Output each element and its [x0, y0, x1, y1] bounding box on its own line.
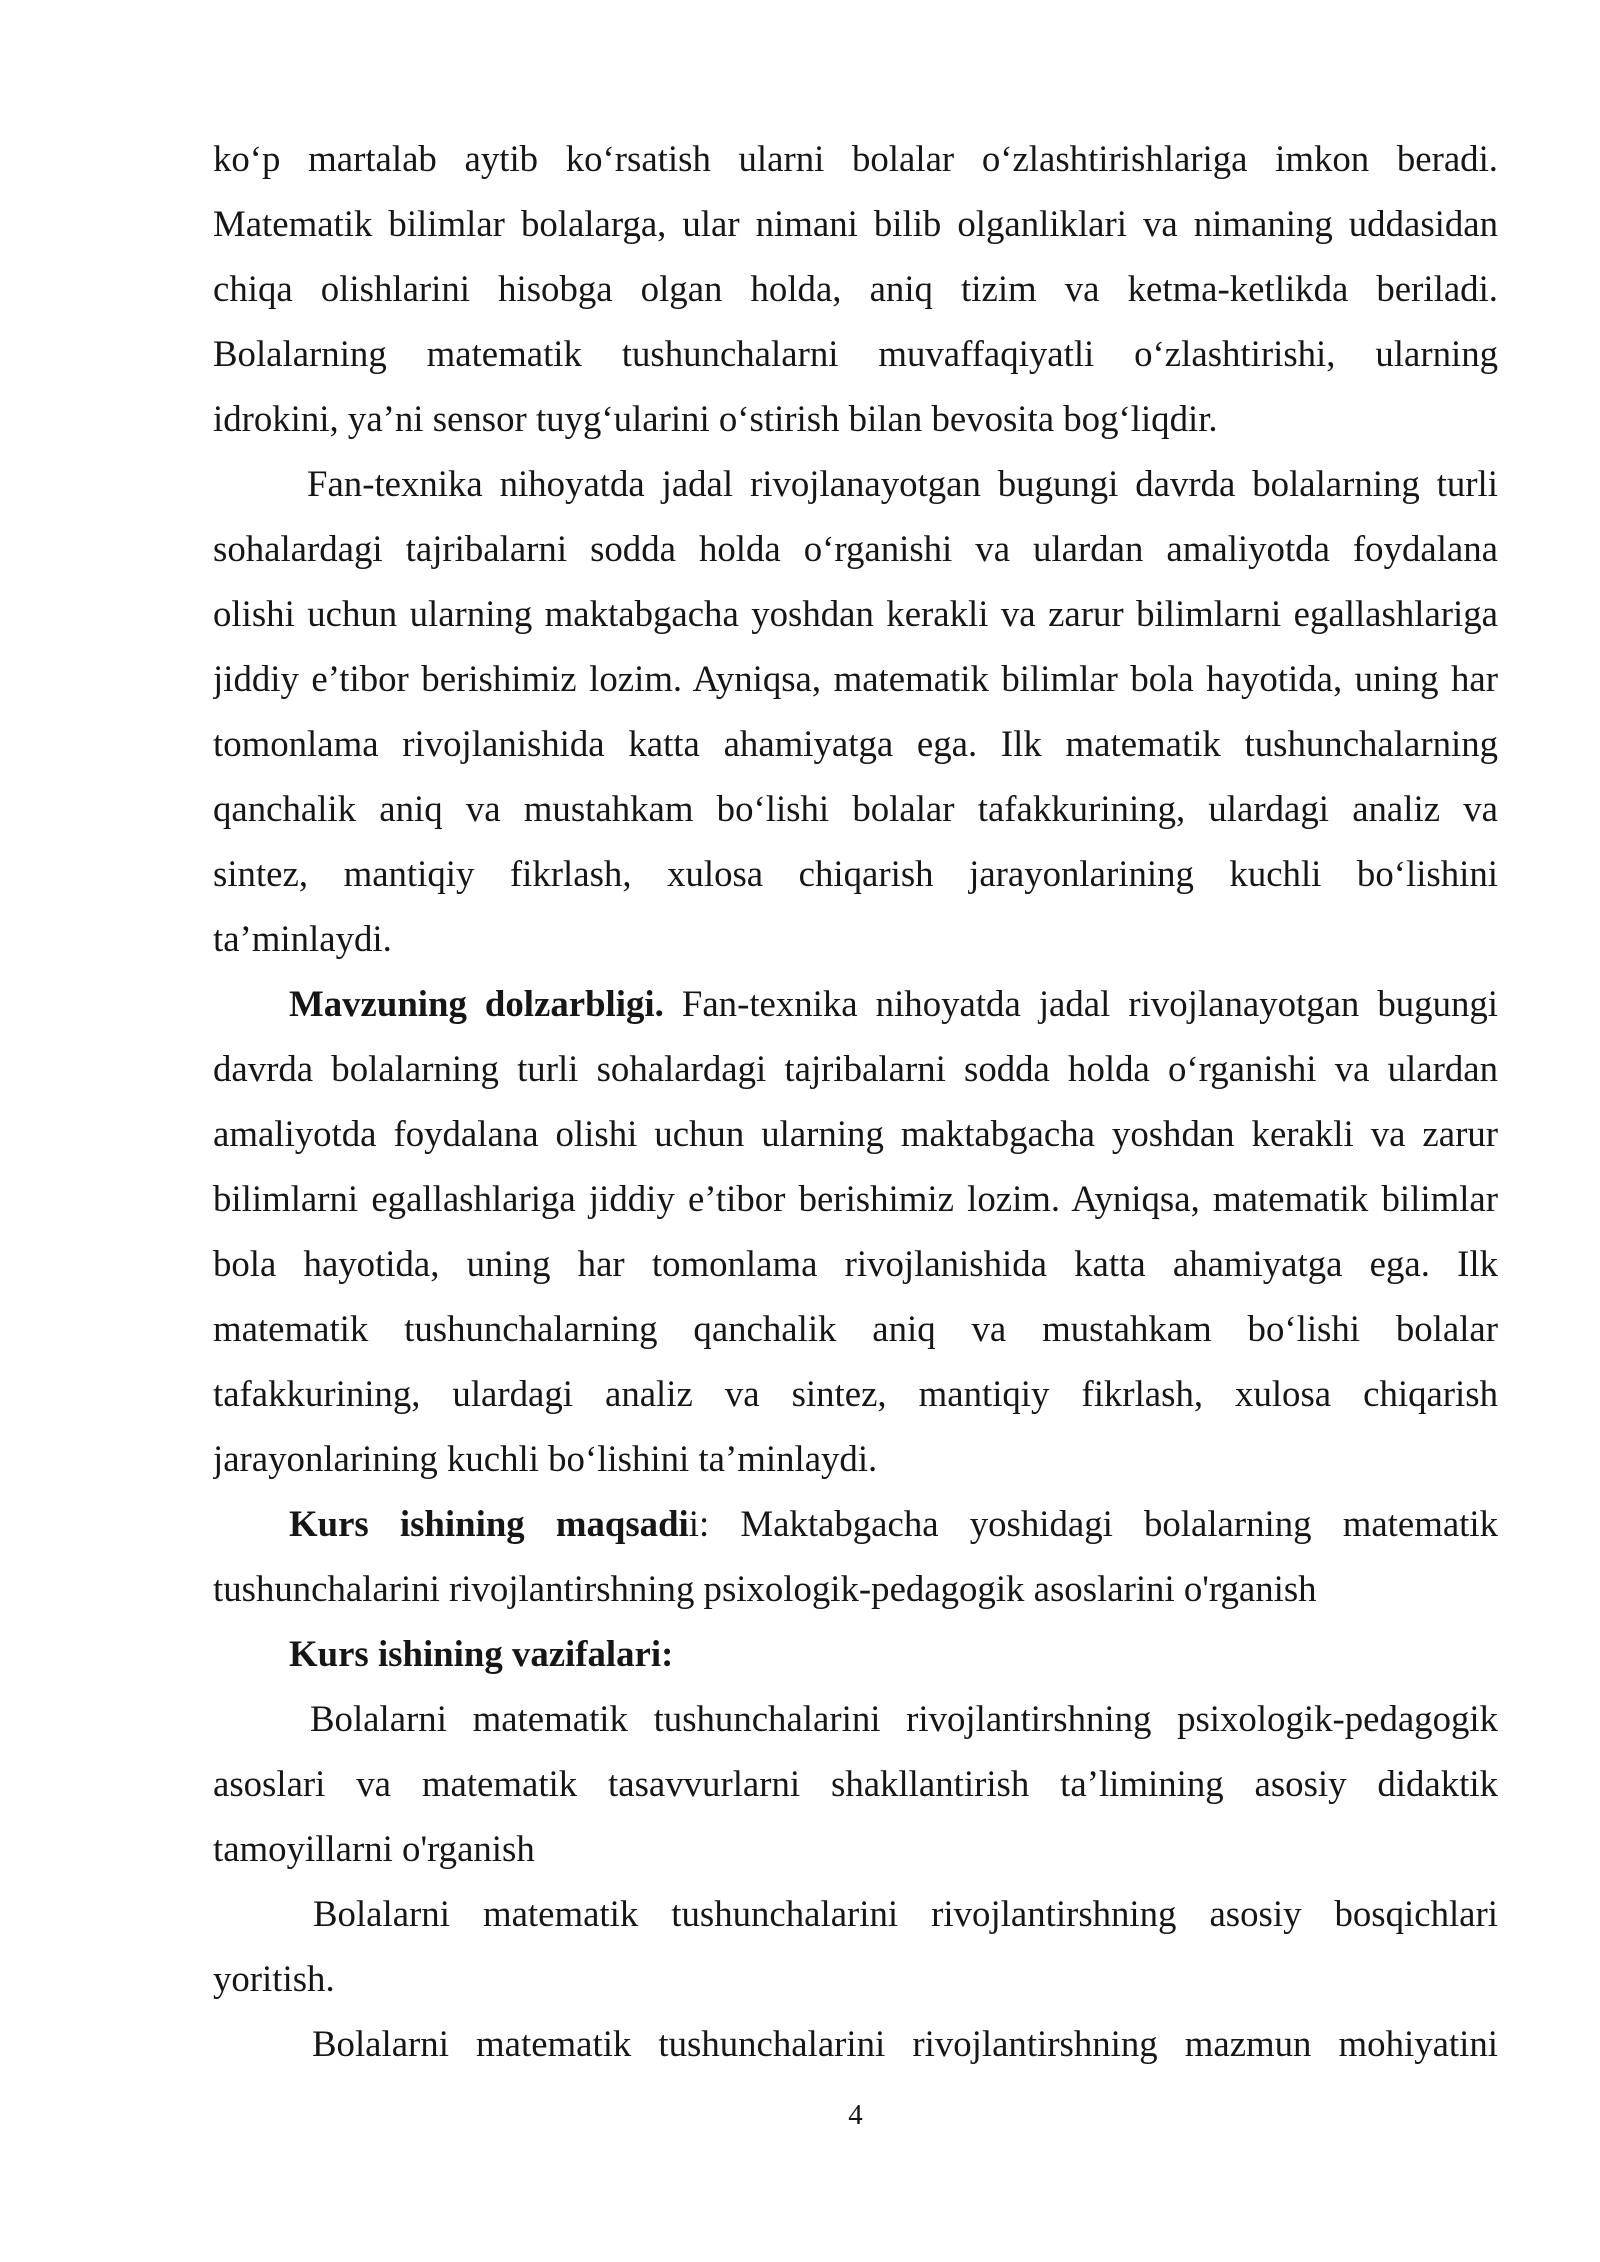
paragraph-line: tushunchalarini rivojlantirshning psixologik-pedagogik asoslarini o'rganish: [213, 1568, 1317, 1609]
section-heading: Kurs ishining vazifalari:: [289, 1633, 674, 1674]
paragraph-line: jiddiy e’tibor berishimiz lozim. Ayniqsa, matematik bilimlar bola hayotida, uning har: [213, 658, 1498, 699]
paragraph-line: davrda bolalarning turli sohalardagi tajribalarni sodda holda o‘rganishi va ulardan: [213, 1048, 1498, 1089]
paragraph-line: Bolalarning matematik tushunchalarni muvaffaqiyatli o‘zlashtirishi, ularning: [213, 333, 1498, 374]
paragraph-line: Bolalarni matematik tushunchalarini rivojlantirshning psixologik-pedagogik: [310, 1698, 1498, 1739]
paragraph-line: ko‘p martalab aytib ko‘rsatish ularni bolalar o‘zlashtirishlariga imkon beradi.: [213, 138, 1498, 179]
paragraph-line: bola hayotida, uning har tomonlama rivojlanishida katta ahamiyatga ega. Ilk: [213, 1243, 1498, 1284]
paragraph-line: amaliyotda foydalana olishi uchun ularning maktabgacha yoshdan kerakli va zarur: [213, 1113, 1498, 1154]
paragraph-line: ta’minlaydi.: [213, 918, 392, 959]
paragraph-line: matematik tushunchalarning qanchalik aniq va mustahkam bo‘lishi bolalar: [213, 1308, 1498, 1349]
paragraph-line: qanchalik aniq va mustahkam bo‘lishi bolalar tafakkurining, ulardagi analiz va: [213, 788, 1498, 829]
paragraph-line: [213, 1491, 1498, 1556]
paragraph-line: Bolalarni matematik tushunchalarini rivojlantirshning mazmun mohiyatini: [312, 2023, 1498, 2064]
tasks-section: [213, 1621, 1498, 1686]
paragraph: [213, 1686, 1498, 1881]
page-number: 4: [848, 2099, 863, 2131]
paragraph-line: Matematik bilimlar bolalarga, ular nimani bilib olganliklari va nimaning uddasidan: [213, 203, 1498, 244]
paragraph-line: olishi uchun ularning maktabgacha yoshdan kerakli va zarur bilimlarni egallashlariga: [213, 593, 1498, 634]
paragraph-line: Fan-texnika nihoyatda jadal rivojlanayotgan bugungi davrda bolalarning turli: [307, 463, 1498, 504]
paragraph-line: Bolalarni matematik tushunchalarini rivojlantirshning asosiy bosqichlari: [313, 1893, 1498, 1934]
paragraph-goal: [213, 1491, 1498, 1621]
paragraph-line: chiqa olishlarini hisobga olgan holda, aniq tizim va ketma-ketlikda beriladi.: [213, 268, 1498, 309]
paragraph-line: sintez, mantiqiy fikrlash, xulosa chiqarish jarayonlarining kuchli bo‘lishini: [213, 853, 1498, 894]
paragraph: [213, 451, 1498, 971]
paragraph-line: asoslari va matematik tasavvurlarni shakllantirish ta’limining asosiy didaktik: [213, 1763, 1498, 1804]
paragraph-line: tafakkurining, ulardagi analiz va sintez, mantiqiy fikrlash, xulosa chiqarish: [213, 1373, 1498, 1414]
line-text: Fan-texnika nihoyatda jadal rivojlanayotgan bugungi: [681, 983, 1498, 1024]
bold-lead: Kurs ishining maqsadi: [289, 1503, 689, 1544]
paragraph-line: tamoyillarni o'rganish: [213, 1828, 535, 1869]
paragraph-line: jarayonlarining kuchli bo‘lishini ta’minlaydi.: [213, 1438, 878, 1479]
bold-lead: Mavzuning dolzarbligi.: [289, 983, 664, 1024]
paragraph-relevance: [213, 971, 1498, 1491]
line-text: i: Maktabgacha yoshidagi bolalarning matematik: [688, 1503, 1498, 1544]
paragraph-line: tomonlama rivojlanishida katta ahamiyatga ega. Ilk matematik tushunchalarning: [213, 723, 1498, 764]
paragraph: [213, 2011, 1498, 2076]
paragraph-line: idrokini, ya’ni sensor tuyg‘ularini o‘stirish bilan bevosita bog‘liqdir.: [213, 398, 1218, 439]
body-text: [213, 126, 1498, 2076]
paragraph: [213, 126, 1498, 451]
paragraph-line: [213, 971, 1498, 1036]
paragraph-line: yoritish.: [213, 1958, 335, 1999]
paragraph-line: bilimlarni egallashlariga jiddiy e’tibor berishimiz lozim. Ayniqsa, matematik bilimlar: [213, 1178, 1498, 1219]
paragraph-line: sohalardagi tajribalarni sodda holda o‘rganishi va ulardan amaliyotda foydalana: [213, 528, 1498, 569]
paragraph: [213, 1881, 1498, 2011]
